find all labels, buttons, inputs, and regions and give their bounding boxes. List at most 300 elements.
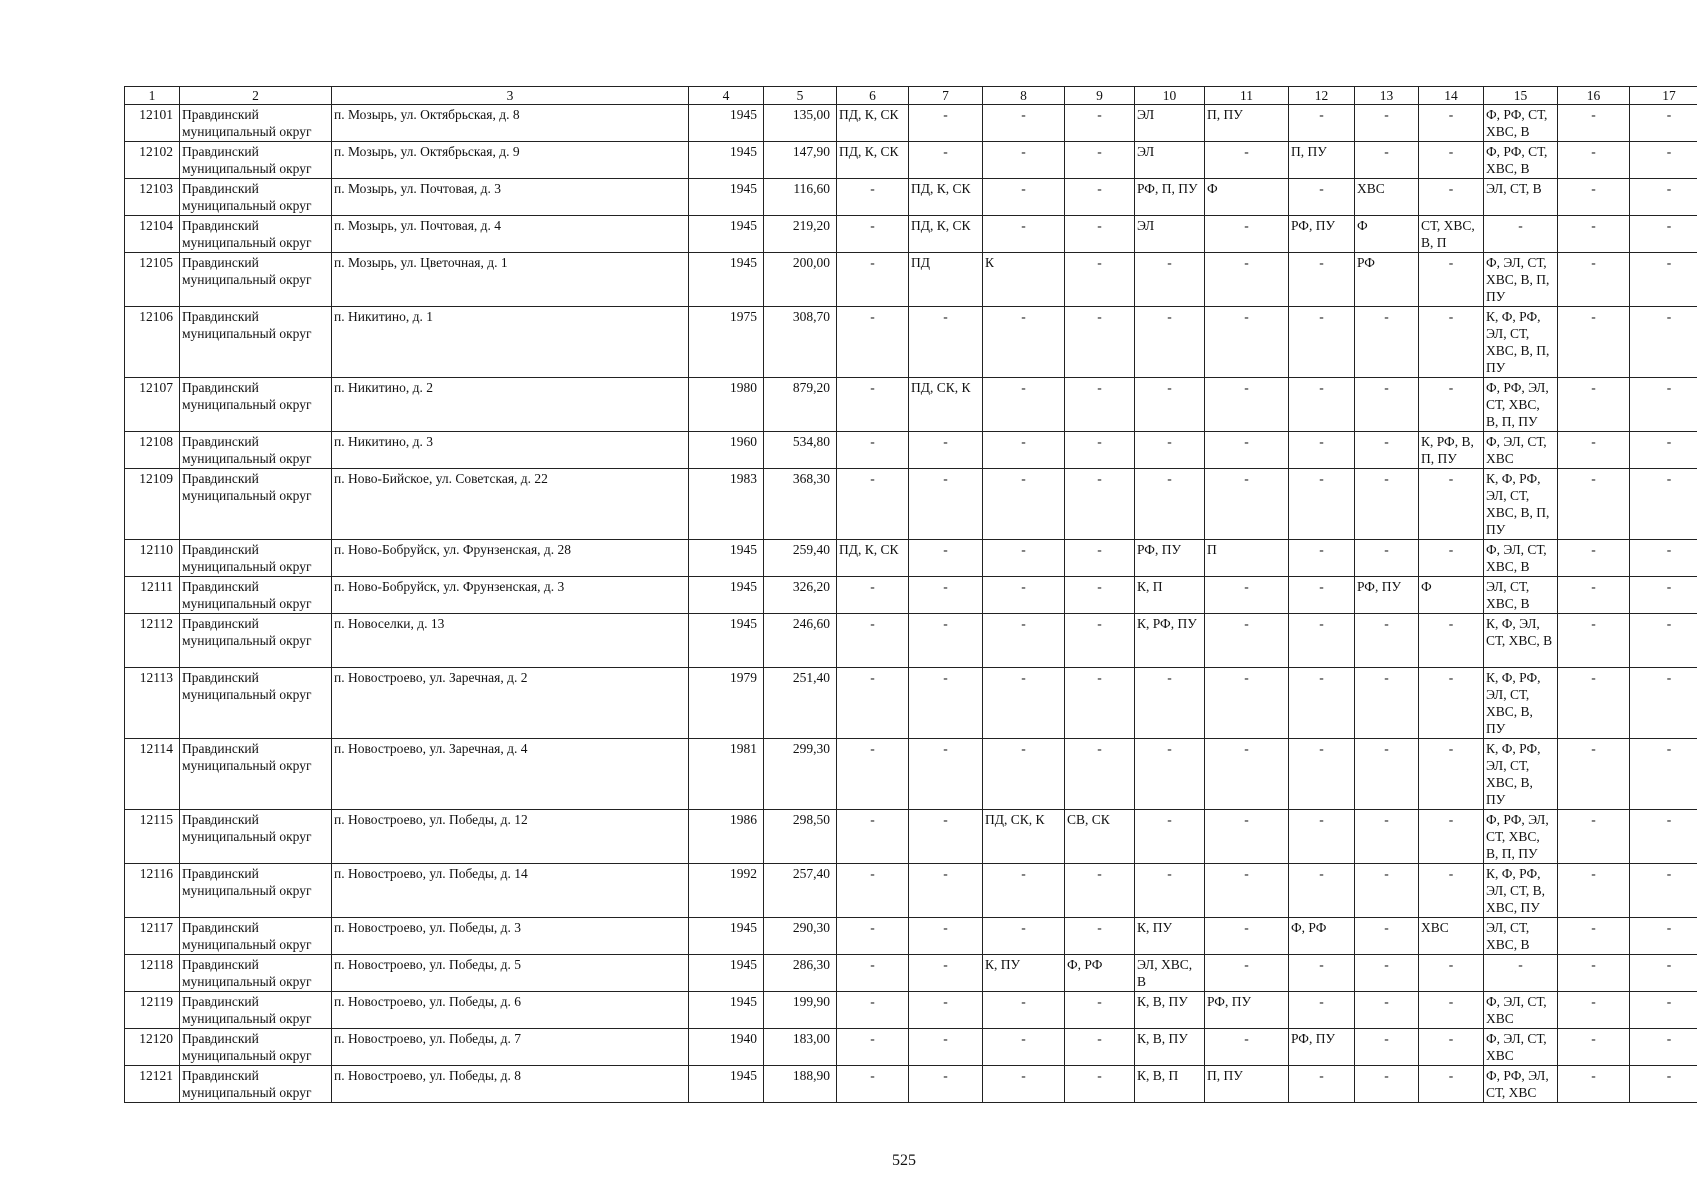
table-cell-col-16: - [1558, 992, 1630, 1029]
table-row [125, 992, 1697, 1029]
column-header: 10 [1135, 87, 1205, 105]
table-cell-col-8: - [983, 540, 1065, 577]
table-cell-col-11: - [1205, 432, 1289, 469]
table-cell-col-14: - [1419, 739, 1484, 810]
table-cell-col-3: п. Новостроево, ул. Победы, д. 12 [332, 810, 689, 864]
column-header: 8 [983, 87, 1065, 105]
table-cell-col-7: - [909, 864, 983, 918]
table-cell-col-15: К, Ф, РФ, ЭЛ, СТ, ХВС, В, ПУ [1484, 739, 1558, 810]
table-cell-col-1: 12120 [125, 1029, 180, 1066]
table-cell-col-16: - [1558, 577, 1630, 614]
table-cell-col-1: 12108 [125, 432, 180, 469]
table-cell-col-3: п. Новоселки, д. 13 [332, 614, 689, 668]
table-cell-col-15: Ф, ЭЛ, СТ, ХВС, В [1484, 540, 1558, 577]
table-cell-col-4: 1945 [689, 577, 764, 614]
table-cell-col-17: - [1630, 307, 1697, 378]
table-cell-col-16: - [1558, 864, 1630, 918]
table-cell-col-14: - [1419, 142, 1484, 179]
table-cell-col-15: ЭЛ, СТ, ХВС, В [1484, 918, 1558, 955]
table-cell-col-9: - [1065, 540, 1135, 577]
table-cell-col-9: - [1065, 432, 1135, 469]
table-cell-col-17: - [1630, 142, 1697, 179]
table-cell-col-13: - [1355, 810, 1419, 864]
table-cell-col-12: Ф, РФ [1289, 918, 1355, 955]
table-cell-col-7: - [909, 1066, 983, 1103]
table-cell-col-15: Ф, РФ, СТ, ХВС, В [1484, 142, 1558, 179]
table-cell-col-2: Правдинский муниципальный округ [180, 105, 332, 142]
table-cell-col-12: - [1289, 105, 1355, 142]
table-cell-col-3: п. Мозырь, ул. Почтовая, д. 3 [332, 179, 689, 216]
table-cell-col-17: - [1630, 105, 1697, 142]
table-cell-col-15: Ф, РФ, СТ, ХВС, В [1484, 105, 1558, 142]
table-cell-col-10: - [1135, 307, 1205, 378]
table-cell-col-8: К [983, 253, 1065, 307]
table-cell-col-3: п. Никитино, д. 3 [332, 432, 689, 469]
table-cell-col-5: 290,30 [764, 918, 837, 955]
table-cell-col-13: - [1355, 614, 1419, 668]
table-cell-col-10: РФ, ПУ [1135, 540, 1205, 577]
table-cell-col-16: - [1558, 1066, 1630, 1103]
table-cell-col-2: Правдинский муниципальный округ [180, 307, 332, 378]
table-cell-col-16: - [1558, 432, 1630, 469]
table-cell-col-4: 1975 [689, 307, 764, 378]
table-cell-col-13: - [1355, 668, 1419, 739]
table-cell-col-5: 147,90 [764, 142, 837, 179]
table-cell-col-9: - [1065, 739, 1135, 810]
table-cell-col-12: - [1289, 540, 1355, 577]
table-cell-col-2: Правдинский муниципальный округ [180, 253, 332, 307]
table-cell-col-8: - [983, 142, 1065, 179]
table-cell-col-16: - [1558, 469, 1630, 540]
table-cell-col-8: - [983, 577, 1065, 614]
table-cell-col-7: - [909, 955, 983, 992]
table-cell-col-14: - [1419, 179, 1484, 216]
table-cell-col-9: - [1065, 253, 1135, 307]
table-cell-col-8: - [983, 992, 1065, 1029]
table-cell-col-12: - [1289, 577, 1355, 614]
table-row [125, 179, 1697, 216]
table-cell-col-14: - [1419, 614, 1484, 668]
table-cell-col-17: - [1630, 810, 1697, 864]
column-header: 9 [1065, 87, 1135, 105]
table-cell-col-13: - [1355, 992, 1419, 1029]
table-cell-col-11: - [1205, 307, 1289, 378]
table-cell-col-4: 1981 [689, 739, 764, 810]
table-cell-col-15: К, Ф, РФ, ЭЛ, СТ, ХВС, В, П, ПУ [1484, 469, 1558, 540]
table-cell-col-5: 219,20 [764, 216, 837, 253]
column-header: 12 [1289, 87, 1355, 105]
table-cell-col-8: - [983, 1066, 1065, 1103]
table-cell-col-12: - [1289, 739, 1355, 810]
table-cell-col-3: п. Новостроево, ул. Заречная, д. 2 [332, 668, 689, 739]
table-cell-col-10: - [1135, 810, 1205, 864]
table-cell-col-6: - [837, 864, 909, 918]
table-cell-col-12: - [1289, 179, 1355, 216]
table-cell-col-9: - [1065, 1029, 1135, 1066]
table-cell-col-17: - [1630, 918, 1697, 955]
table-cell-col-17: - [1630, 1029, 1697, 1066]
table-cell-col-7: - [909, 614, 983, 668]
table-cell-col-9: - [1065, 992, 1135, 1029]
table-cell-col-7: - [909, 105, 983, 142]
column-header: 5 [764, 87, 837, 105]
table-cell-col-16: - [1558, 179, 1630, 216]
table-cell-col-16: - [1558, 918, 1630, 955]
table-cell-col-11: Ф [1205, 179, 1289, 216]
table-cell-col-4: 1945 [689, 1066, 764, 1103]
register-table [124, 86, 1697, 1103]
table-cell-col-4: 1945 [689, 179, 764, 216]
table-cell-col-8: - [983, 216, 1065, 253]
table-cell-col-8: - [983, 432, 1065, 469]
table-cell-col-12: РФ, ПУ [1289, 1029, 1355, 1066]
table-cell-col-1: 12104 [125, 216, 180, 253]
table-cell-col-17: - [1630, 216, 1697, 253]
table-cell-col-2: Правдинский муниципальный округ [180, 955, 332, 992]
table-cell-col-15: Ф, ЭЛ, СТ, ХВС [1484, 1029, 1558, 1066]
table-cell-col-11: - [1205, 668, 1289, 739]
table-cell-col-1: 12113 [125, 668, 180, 739]
table-cell-col-10: РФ, П, ПУ [1135, 179, 1205, 216]
column-header: 11 [1205, 87, 1289, 105]
table-cell-col-13: - [1355, 739, 1419, 810]
table-cell-col-11: РФ, ПУ [1205, 992, 1289, 1029]
table-cell-col-17: - [1630, 992, 1697, 1029]
table-cell-col-14: - [1419, 540, 1484, 577]
table-cell-col-12: - [1289, 469, 1355, 540]
table-cell-col-9: СВ, СК [1065, 810, 1135, 864]
table-cell-col-13: - [1355, 955, 1419, 992]
table-cell-col-8: - [983, 378, 1065, 432]
table-cell-col-7: - [909, 469, 983, 540]
table-row [125, 577, 1697, 614]
table-cell-col-4: 1983 [689, 469, 764, 540]
table-cell-col-10: ЭЛ [1135, 105, 1205, 142]
table-cell-col-5: 257,40 [764, 864, 837, 918]
table-cell-col-14: - [1419, 469, 1484, 540]
table-cell-col-14: - [1419, 253, 1484, 307]
table-cell-col-4: 1945 [689, 992, 764, 1029]
table-cell-col-13: - [1355, 1066, 1419, 1103]
table-row [125, 142, 1697, 179]
table-cell-col-5: 188,90 [764, 1066, 837, 1103]
table-cell-col-5: 259,40 [764, 540, 837, 577]
table-cell-col-4: 1945 [689, 918, 764, 955]
table-cell-col-13: Ф [1355, 216, 1419, 253]
table-cell-col-8: - [983, 105, 1065, 142]
table-cell-col-10: К, ПУ [1135, 918, 1205, 955]
table-cell-col-14: - [1419, 1029, 1484, 1066]
table-cell-col-11: П [1205, 540, 1289, 577]
table-cell-col-14: ХВС [1419, 918, 1484, 955]
table-cell-col-3: п. Ново-Бобруйск, ул. Фрунзенская, д. 28 [332, 540, 689, 577]
column-header: 14 [1419, 87, 1484, 105]
table-cell-col-15: Ф, ЭЛ, СТ, ХВС [1484, 432, 1558, 469]
table-cell-col-3: п. Мозырь, ул. Почтовая, д. 4 [332, 216, 689, 253]
table-cell-col-2: Правдинский муниципальный округ [180, 577, 332, 614]
table-cell-col-10: ЭЛ [1135, 216, 1205, 253]
table-cell-col-1: 12111 [125, 577, 180, 614]
table-cell-col-5: 298,50 [764, 810, 837, 864]
table-cell-col-10: К, РФ, ПУ [1135, 614, 1205, 668]
table-cell-col-1: 12114 [125, 739, 180, 810]
table-cell-col-11: - [1205, 955, 1289, 992]
table-row [125, 540, 1697, 577]
table-cell-col-16: - [1558, 253, 1630, 307]
table-cell-col-6: - [837, 432, 909, 469]
table-row [125, 810, 1697, 864]
table-cell-col-17: - [1630, 739, 1697, 810]
column-header: 16 [1558, 87, 1630, 105]
table-row [125, 253, 1697, 307]
table-cell-col-13: - [1355, 540, 1419, 577]
table-cell-col-12: П, ПУ [1289, 142, 1355, 179]
table-cell-col-8: - [983, 307, 1065, 378]
table-row [125, 432, 1697, 469]
table-cell-col-12: - [1289, 955, 1355, 992]
table-cell-col-2: Правдинский муниципальный округ [180, 216, 332, 253]
table-cell-col-3: п. Новостроево, ул. Победы, д. 6 [332, 992, 689, 1029]
table-cell-col-13: - [1355, 142, 1419, 179]
table-cell-col-16: - [1558, 307, 1630, 378]
table-cell-col-13: - [1355, 105, 1419, 142]
table-cell-col-14: - [1419, 864, 1484, 918]
table-cell-col-5: 308,70 [764, 307, 837, 378]
table-cell-col-12: - [1289, 378, 1355, 432]
table-cell-col-4: 1986 [689, 810, 764, 864]
table-cell-col-6: - [837, 739, 909, 810]
table-cell-col-16: - [1558, 142, 1630, 179]
table-cell-col-7: - [909, 142, 983, 179]
table-cell-col-5: 183,00 [764, 1029, 837, 1066]
table-cell-col-16: - [1558, 1029, 1630, 1066]
table-cell-col-6: - [837, 179, 909, 216]
table-cell-col-4: 1945 [689, 142, 764, 179]
table-cell-col-2: Правдинский муниципальный округ [180, 668, 332, 739]
table-cell-col-9: - [1065, 216, 1135, 253]
column-number-header-row [125, 87, 1697, 105]
table-cell-col-10: К, В, ПУ [1135, 992, 1205, 1029]
table-cell-col-12: - [1289, 307, 1355, 378]
table-cell-col-10: - [1135, 739, 1205, 810]
table-cell-col-13: - [1355, 469, 1419, 540]
table-cell-col-2: Правдинский муниципальный округ [180, 992, 332, 1029]
table-cell-col-1: 12121 [125, 1066, 180, 1103]
table-cell-col-10: - [1135, 864, 1205, 918]
table-cell-col-14: - [1419, 955, 1484, 992]
table-row [125, 378, 1697, 432]
table-cell-col-11: - [1205, 810, 1289, 864]
table-cell-col-4: 1945 [689, 105, 764, 142]
table-cell-col-7: - [909, 668, 983, 739]
table-cell-col-15: ЭЛ, СТ, В [1484, 179, 1558, 216]
table-cell-col-6: - [837, 810, 909, 864]
table-cell-col-3: п. Новостроево, ул. Победы, д. 14 [332, 864, 689, 918]
table-cell-col-8: К, ПУ [983, 955, 1065, 992]
table-row [125, 1029, 1697, 1066]
table-cell-col-6: - [837, 668, 909, 739]
table-cell-col-10: К, В, П [1135, 1066, 1205, 1103]
column-header: 13 [1355, 87, 1419, 105]
table-cell-col-9: - [1065, 614, 1135, 668]
table-cell-col-14: - [1419, 992, 1484, 1029]
table-cell-col-14: - [1419, 105, 1484, 142]
table-row [125, 307, 1697, 378]
table-cell-col-3: п. Ново-Бийское, ул. Советская, д. 22 [332, 469, 689, 540]
table-cell-col-10: - [1135, 432, 1205, 469]
table-cell-col-13: - [1355, 918, 1419, 955]
table-cell-col-8: - [983, 469, 1065, 540]
table-cell-col-14: - [1419, 668, 1484, 739]
table-cell-col-12: - [1289, 992, 1355, 1029]
table-cell-col-3: п. Новостроево, ул. Заречная, д. 4 [332, 739, 689, 810]
table-cell-col-2: Правдинский муниципальный округ [180, 864, 332, 918]
table-cell-col-3: п. Новостроево, ул. Победы, д. 3 [332, 918, 689, 955]
table-cell-col-5: 299,30 [764, 739, 837, 810]
table-cell-col-15: К, Ф, РФ, ЭЛ, СТ, ХВС, В, ПУ [1484, 668, 1558, 739]
table-cell-col-6: - [837, 918, 909, 955]
table-cell-col-6: - [837, 307, 909, 378]
table-cell-col-11: - [1205, 1029, 1289, 1066]
table-cell-col-15: - [1484, 216, 1558, 253]
table-cell-col-15: ЭЛ, СТ, ХВС, В [1484, 577, 1558, 614]
table-cell-col-9: - [1065, 668, 1135, 739]
table-cell-col-9: - [1065, 105, 1135, 142]
table-cell-col-12: - [1289, 614, 1355, 668]
table-cell-col-9: Ф, РФ [1065, 955, 1135, 992]
table-cell-col-1: 12116 [125, 864, 180, 918]
table-cell-col-5: 879,20 [764, 378, 837, 432]
table-cell-col-14: СТ, ХВС, В, П [1419, 216, 1484, 253]
table-cell-col-12: - [1289, 253, 1355, 307]
table-cell-col-1: 12110 [125, 540, 180, 577]
table-cell-col-11: П, ПУ [1205, 1066, 1289, 1103]
table-cell-col-7: - [909, 918, 983, 955]
table-row [125, 918, 1697, 955]
table-cell-col-17: - [1630, 668, 1697, 739]
table-cell-col-15: К, Ф, ЭЛ, СТ, ХВС, В [1484, 614, 1558, 668]
table-cell-col-7: ПД, К, СК [909, 179, 983, 216]
table-cell-col-12: - [1289, 1066, 1355, 1103]
table-cell-col-7: ПД [909, 253, 983, 307]
table-cell-col-3: п. Мозырь, ул. Цветочная, д. 1 [332, 253, 689, 307]
table-cell-col-1: 12117 [125, 918, 180, 955]
table-cell-col-11: - [1205, 577, 1289, 614]
table-cell-col-7: - [909, 1029, 983, 1066]
table-cell-col-3: п. Новостроево, ул. Победы, д. 7 [332, 1029, 689, 1066]
column-header: 15 [1484, 87, 1558, 105]
table-cell-col-4: 1960 [689, 432, 764, 469]
column-header: 17 [1630, 87, 1697, 105]
table-cell-col-1: 12101 [125, 105, 180, 142]
table-cell-col-16: - [1558, 540, 1630, 577]
table-cell-col-9: - [1065, 179, 1135, 216]
table-cell-col-8: ПД, СК, К [983, 810, 1065, 864]
table-cell-col-3: п. Никитино, д. 2 [332, 378, 689, 432]
table-cell-col-13: - [1355, 307, 1419, 378]
table-cell-col-9: - [1065, 378, 1135, 432]
table-cell-col-5: 534,80 [764, 432, 837, 469]
table-cell-col-4: 1945 [689, 216, 764, 253]
table-cell-col-16: - [1558, 955, 1630, 992]
table-cell-col-9: - [1065, 1066, 1135, 1103]
table-cell-col-6: - [837, 253, 909, 307]
table-cell-col-11: - [1205, 142, 1289, 179]
table-cell-col-3: п. Мозырь, ул. Октябрьская, д. 8 [332, 105, 689, 142]
table-cell-col-7: - [909, 432, 983, 469]
table-cell-col-8: - [983, 864, 1065, 918]
table-cell-col-1: 12109 [125, 469, 180, 540]
table-cell-col-6: - [837, 992, 909, 1029]
table-cell-col-5: 116,60 [764, 179, 837, 216]
table-cell-col-14: - [1419, 1066, 1484, 1103]
table-cell-col-17: - [1630, 432, 1697, 469]
table-cell-col-16: - [1558, 739, 1630, 810]
table-cell-col-15: - [1484, 955, 1558, 992]
table-cell-col-6: - [837, 1029, 909, 1066]
table-cell-col-14: - [1419, 378, 1484, 432]
table-cell-col-9: - [1065, 577, 1135, 614]
table-cell-col-5: 251,40 [764, 668, 837, 739]
table-cell-col-9: - [1065, 469, 1135, 540]
table-cell-col-15: Ф, РФ, ЭЛ, СТ, ХВС [1484, 1066, 1558, 1103]
table-row [125, 469, 1697, 540]
table-cell-col-7: - [909, 307, 983, 378]
table-cell-col-6: ПД, К, СК [837, 105, 909, 142]
page-number: 525 [892, 1152, 916, 1169]
table-cell-col-15: К, Ф, РФ, ЭЛ, СТ, ХВС, В, П, ПУ [1484, 307, 1558, 378]
table-cell-col-17: - [1630, 864, 1697, 918]
table-cell-col-17: - [1630, 577, 1697, 614]
table-cell-col-5: 286,30 [764, 955, 837, 992]
table-cell-col-6: - [837, 469, 909, 540]
table-cell-col-7: - [909, 739, 983, 810]
register-table-container [124, 86, 1697, 1103]
table-cell-col-17: - [1630, 955, 1697, 992]
table-cell-col-1: 12103 [125, 179, 180, 216]
table-cell-col-5: 368,30 [764, 469, 837, 540]
table-cell-col-16: - [1558, 105, 1630, 142]
table-cell-col-7: - [909, 577, 983, 614]
table-cell-col-13: - [1355, 864, 1419, 918]
table-cell-col-5: 200,00 [764, 253, 837, 307]
table-cell-col-4: 1992 [689, 864, 764, 918]
table-cell-col-6: - [837, 378, 909, 432]
table-cell-col-15: К, Ф, РФ, ЭЛ, СТ, В, ХВС, ПУ [1484, 864, 1558, 918]
table-cell-col-17: - [1630, 378, 1697, 432]
column-header: 1 [125, 87, 180, 105]
table-cell-col-13: РФ, ПУ [1355, 577, 1419, 614]
table-cell-col-10: - [1135, 253, 1205, 307]
table-cell-col-4: 1940 [689, 1029, 764, 1066]
column-header: 4 [689, 87, 764, 105]
table-cell-col-6: - [837, 1066, 909, 1103]
table-cell-col-13: РФ [1355, 253, 1419, 307]
table-cell-col-9: - [1065, 864, 1135, 918]
table-cell-col-9: - [1065, 142, 1135, 179]
table-cell-col-11: - [1205, 378, 1289, 432]
table-cell-col-13: ХВС [1355, 179, 1419, 216]
table-cell-col-10: К, П [1135, 577, 1205, 614]
table-cell-col-17: - [1630, 540, 1697, 577]
table-row [125, 739, 1697, 810]
table-cell-col-6: - [837, 614, 909, 668]
table-cell-col-11: П, ПУ [1205, 105, 1289, 142]
table-cell-col-8: - [983, 668, 1065, 739]
table-cell-col-1: 12102 [125, 142, 180, 179]
table-cell-col-10: ЭЛ [1135, 142, 1205, 179]
table-cell-col-11: - [1205, 739, 1289, 810]
